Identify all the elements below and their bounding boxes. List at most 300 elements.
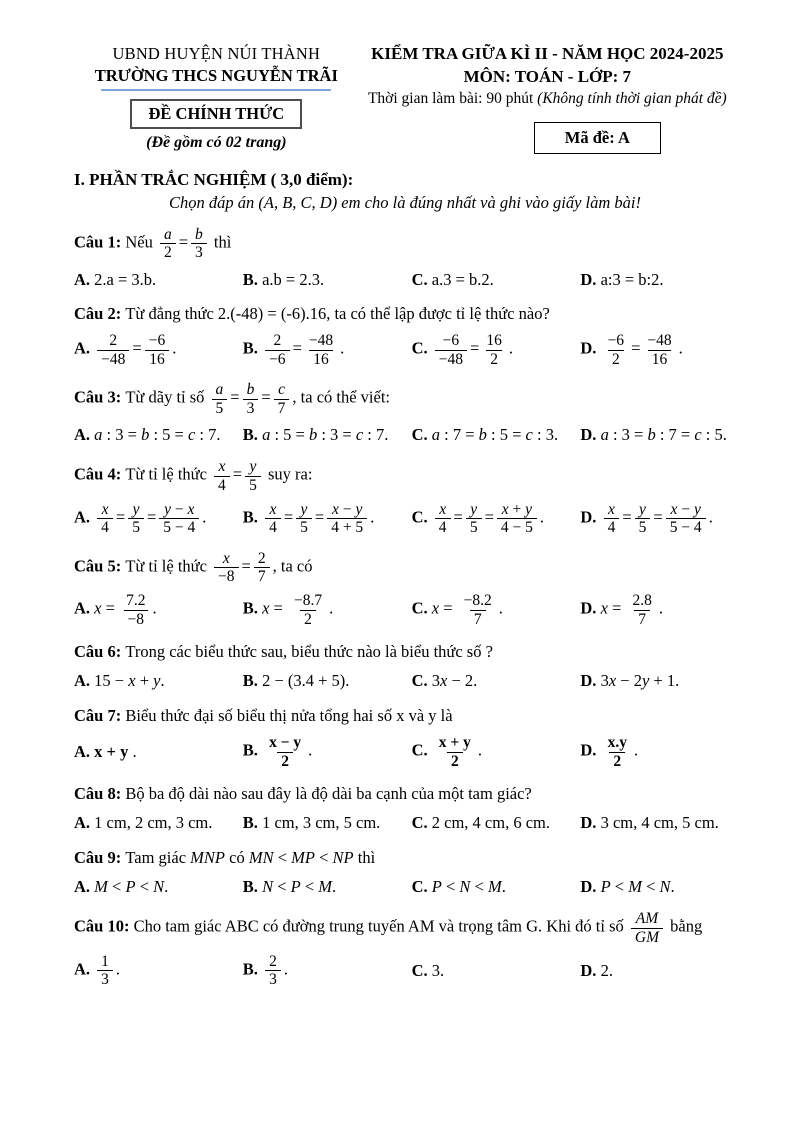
fraction <box>635 501 651 537</box>
option-label: B. <box>242 959 263 979</box>
question-label: Câu 3: <box>74 387 126 407</box>
text-run: = <box>178 232 189 252</box>
fraction-denominator: 3 <box>97 970 113 988</box>
text-run: . <box>152 599 157 619</box>
fraction <box>145 332 170 368</box>
fraction <box>460 592 496 628</box>
question-7 <box>74 705 736 770</box>
text-run: = <box>653 507 663 527</box>
math-var: c <box>187 424 196 444</box>
text-run: . <box>539 507 545 527</box>
fraction-numerator: x − y <box>670 501 701 519</box>
blue-underline-rule <box>101 89 331 91</box>
fraction-denominator: 7 <box>470 610 486 628</box>
option-label: A. <box>74 813 95 833</box>
math-var: y <box>470 501 478 519</box>
option-D <box>580 269 736 290</box>
fraction <box>214 550 239 586</box>
fraction-numerator <box>466 501 481 518</box>
math-var: x <box>101 501 109 519</box>
fraction-denominator: 5 <box>296 518 312 536</box>
math-var: MN <box>248 847 274 867</box>
option-label: D. <box>580 876 601 896</box>
text-run: Nếu <box>125 232 157 252</box>
fraction <box>305 332 337 368</box>
math-var: P <box>600 876 611 896</box>
option-D <box>580 670 736 691</box>
option-A <box>74 741 243 762</box>
fraction-numerator: 2 <box>109 332 118 350</box>
option-label: C. <box>411 813 432 833</box>
option-label: D. <box>580 671 601 691</box>
math-var: x <box>600 599 608 619</box>
fraction-denominator: 2 <box>609 752 625 770</box>
fraction-denominator: 5 <box>212 399 228 417</box>
math-var: c <box>525 424 533 444</box>
math-text: a : 5 = b : 3 = c : 7. <box>262 424 389 444</box>
text-run: = <box>622 507 632 527</box>
text-run: . <box>340 339 345 359</box>
fraction <box>159 501 199 537</box>
math-var: N <box>459 876 471 896</box>
math-var: x <box>431 599 440 619</box>
option-A <box>74 876 243 897</box>
fraction-denominator: 5 <box>128 518 144 536</box>
fraction-numerator <box>246 458 261 475</box>
math-var: x <box>501 501 509 519</box>
question-stem <box>74 641 736 663</box>
fraction-numerator <box>274 381 289 398</box>
option-A <box>74 501 243 537</box>
fraction <box>435 332 467 368</box>
fraction <box>214 458 230 494</box>
question-label: Câu 1: <box>74 232 126 252</box>
math-text: x = <box>600 599 626 619</box>
option-label: C. <box>411 507 432 527</box>
question-10 <box>74 910 736 988</box>
option-A <box>74 592 243 628</box>
option-label: C. <box>411 424 432 444</box>
text-run: Tam giác <box>125 847 191 867</box>
fraction <box>435 501 451 537</box>
option-label: B. <box>242 269 263 289</box>
text-run: = <box>470 339 480 359</box>
fraction-numerator: −8.7 <box>293 592 323 610</box>
option-label: A. <box>74 671 95 691</box>
option-label: A. <box>74 876 95 896</box>
fraction-denominator: −8 <box>214 567 239 585</box>
text-run: a.3 = b.2. <box>431 269 494 289</box>
fraction-numerator <box>265 501 280 518</box>
question-label: Câu 9: <box>74 847 126 867</box>
text-run: . <box>202 507 207 527</box>
options-row <box>74 670 736 691</box>
math-var: x <box>269 501 277 519</box>
text-run: . <box>498 599 503 619</box>
fraction-numerator <box>191 226 207 243</box>
question-label: Câu 5: <box>74 556 126 576</box>
text-run: . <box>658 599 663 619</box>
math-var: x <box>670 501 678 519</box>
option-B <box>243 501 412 537</box>
fraction-numerator: −6 <box>148 332 166 350</box>
fraction-numerator <box>635 501 650 518</box>
section-instruction: Chọn đáp án (A, B, C, D) em cho là đúng nhất và ghi vào giấy làm bài! <box>168 193 642 212</box>
text-run: = <box>115 507 126 527</box>
fraction-numerator: 2.8 <box>632 592 652 610</box>
option-label: D. <box>580 740 601 760</box>
math-text: 2 − (3.4 + 5). <box>262 671 350 691</box>
option-D <box>580 424 736 445</box>
fraction-denominator: 3 <box>265 970 281 988</box>
math-var: a <box>262 424 271 444</box>
fraction <box>160 226 176 262</box>
text-run: 2.a = 3.b. <box>94 269 157 289</box>
question-stem <box>74 910 736 946</box>
math-var: x <box>608 671 617 691</box>
option-A <box>74 670 243 691</box>
fraction-denominator: 3 <box>191 243 207 261</box>
math-var: c <box>278 381 285 399</box>
fraction-denominator: 2 <box>300 610 316 628</box>
fraction <box>604 734 631 770</box>
fraction <box>122 592 149 628</box>
text-run: suy ra: <box>263 464 313 484</box>
text-run: Từ tỉ lệ thức <box>125 556 212 576</box>
header-left-block <box>74 44 359 154</box>
option-label: B. <box>242 671 263 691</box>
text-run: . <box>308 740 313 760</box>
math-text: a : 3 = b : 5 = c : 7. <box>94 424 221 444</box>
text-run: Từ dãy tỉ số <box>125 387 209 407</box>
text-run: . <box>708 507 713 527</box>
fraction <box>327 501 367 537</box>
pages-note: (Đề gồm có 02 trang) <box>146 134 287 151</box>
option-B <box>243 269 412 290</box>
text-run: a:3 = b:2. <box>600 269 664 289</box>
fraction <box>128 501 144 537</box>
option-label: C. <box>411 339 432 359</box>
options-row <box>74 269 736 290</box>
option-label: B. <box>242 339 263 359</box>
fraction <box>628 592 655 628</box>
fraction <box>97 332 129 368</box>
option-B <box>243 812 412 833</box>
math-var: y <box>639 501 646 519</box>
fraction-denominator: 4 − 5 <box>497 518 537 536</box>
math-text: 15 − x + y. <box>94 671 165 691</box>
question-stem <box>74 226 736 262</box>
option-B <box>243 332 412 368</box>
math-var: b <box>246 381 255 399</box>
math-var: M <box>628 876 642 896</box>
option-C <box>412 592 581 628</box>
math-text: MN < MP < NP <box>248 847 354 867</box>
math-text: 3x − 2. <box>431 671 478 691</box>
option-label: A. <box>74 599 95 619</box>
options-row <box>74 332 736 368</box>
option-label: C. <box>411 599 432 619</box>
official-exam-box: ĐỀ CHÍNH THỨC <box>130 99 302 129</box>
fraction <box>243 381 259 417</box>
option-label: D. <box>580 424 601 444</box>
option-label: D. <box>580 507 601 527</box>
fraction-denominator: 7 <box>254 567 270 585</box>
fraction-denominator: 5 − 4 <box>666 518 706 536</box>
math-var: MP <box>291 847 315 867</box>
math-text: 3x − 2y + 1. <box>600 671 680 691</box>
fraction-numerator <box>214 458 229 475</box>
fraction <box>631 910 663 946</box>
options-row <box>74 424 736 445</box>
question-stem <box>74 550 736 586</box>
fraction-numerator: −6 <box>442 332 460 350</box>
math-var: x <box>440 671 448 691</box>
text-run: . <box>283 959 288 979</box>
text-run: = <box>132 339 142 359</box>
fraction-denominator: 2 <box>160 243 176 261</box>
fraction-denominator: 5 − 4 <box>159 518 199 536</box>
exam-title: KIỂM TRA GIỮA KÌ II - NĂM HỌC 2024-2025 <box>371 44 724 63</box>
time-line <box>359 90 736 108</box>
option-label: D. <box>580 269 601 289</box>
math-text: M < P < N. <box>94 876 169 896</box>
fraction-numerator: x + y <box>501 501 533 519</box>
fraction <box>265 953 281 989</box>
text-run: = <box>631 339 641 359</box>
option-C <box>412 332 581 368</box>
math-var: P <box>125 876 136 896</box>
text-run: , ta có thể viết: <box>292 387 390 407</box>
text-run: = <box>232 464 243 484</box>
math-var: b <box>141 424 150 444</box>
question-label: Câu 6: <box>74 642 126 662</box>
option-B <box>243 670 412 691</box>
text-run: = <box>314 507 325 527</box>
math-var: x <box>607 501 615 519</box>
question-stem <box>74 381 736 417</box>
fraction-denominator: 4 <box>97 518 113 536</box>
fraction-denominator: 7 <box>634 610 650 628</box>
option-A <box>74 424 243 445</box>
math-var: NP <box>332 847 354 867</box>
math-var: GM <box>634 928 660 946</box>
text-run: . <box>115 959 121 979</box>
fraction-denominator: 2 <box>486 350 502 368</box>
option-label: A. <box>74 742 95 762</box>
math-var: y <box>300 501 308 519</box>
text-run: . <box>633 740 639 760</box>
fraction <box>296 501 312 537</box>
official-box-wrap <box>74 99 359 129</box>
math-var: a <box>215 381 224 399</box>
text-run: 2. <box>600 961 613 981</box>
math-var: b <box>308 424 318 444</box>
math-text: N < P < M. <box>262 876 337 896</box>
fraction <box>466 501 482 537</box>
math-text: P < N < M. <box>431 876 506 896</box>
option-label: D. <box>580 599 601 619</box>
fraction <box>274 381 290 417</box>
text-run: 1 cm, 3 cm, 5 cm. <box>262 813 381 833</box>
option-B <box>243 953 412 989</box>
option-D <box>580 592 736 628</box>
fraction-numerator: 2 <box>269 952 277 970</box>
text-run: Bộ ba độ dài nào sau đây là độ dài ba cạnh của một tam giác? <box>125 783 532 803</box>
fraction-numerator: x − y <box>269 734 302 752</box>
fraction-denominator: 2 <box>277 752 293 770</box>
option-label: D. <box>580 339 601 359</box>
text-run: . <box>678 339 683 359</box>
text-run: có <box>225 847 249 867</box>
option-C <box>412 812 581 833</box>
option-label: C. <box>411 876 432 896</box>
option-B <box>243 734 412 770</box>
text-run: = <box>484 507 494 527</box>
fraction <box>97 953 113 989</box>
subject-line: MÔN: TOÁN - LỚP: 7 <box>463 67 632 86</box>
option-label: B. <box>242 876 263 896</box>
fraction-numerator: x.y <box>607 734 627 752</box>
math-var: y <box>132 501 140 519</box>
school-name: TRƯỜNG THCS NGUYỄN TRÃI <box>94 66 338 85</box>
fraction-numerator <box>297 501 312 518</box>
fraction <box>191 226 207 262</box>
question-stem <box>74 458 736 494</box>
option-D <box>580 812 736 833</box>
fraction-denominator: 4 + 5 <box>327 518 367 536</box>
question-4 <box>74 458 736 536</box>
fraction-numerator: 1 <box>101 952 109 970</box>
option-C <box>412 269 581 290</box>
text-run: Trong các biểu thức sau, biểu thức nào là biểu thức số ? <box>125 642 493 662</box>
question-label: Câu 10: <box>74 916 134 936</box>
text-run: . <box>128 742 137 762</box>
fraction-denominator: 7 <box>274 399 290 417</box>
option-label: C. <box>411 740 432 760</box>
math-var: x <box>262 599 270 619</box>
text-run: = <box>453 507 463 527</box>
fraction-denominator: 4 <box>265 518 281 536</box>
option-C <box>412 734 581 770</box>
question-8 <box>74 783 736 834</box>
question-label: Câu 2: <box>74 304 126 324</box>
math-text: a : 7 = b : 5 = c : 3. <box>431 424 559 444</box>
math-text: a : 3 = b : 7 = c : 5. <box>600 424 727 444</box>
math-var: x <box>218 458 226 476</box>
fraction <box>435 734 475 770</box>
fraction-numerator <box>212 381 228 398</box>
option-label: B. <box>242 424 263 444</box>
text-run: . <box>477 740 482 760</box>
math-var: N <box>153 876 165 896</box>
math-var: b <box>478 424 487 444</box>
option-A <box>74 269 243 290</box>
text-run: . <box>508 339 513 359</box>
fraction-denominator: −8 <box>124 610 149 628</box>
text-run: , ta có <box>272 556 313 576</box>
math-var: P <box>290 876 301 896</box>
math-var: y <box>164 501 172 519</box>
text-run: thì <box>353 847 376 867</box>
option-label: B. <box>242 740 263 760</box>
option-label: A. <box>74 507 95 527</box>
fraction-numerator: −48 <box>308 332 334 350</box>
question-9 <box>74 847 736 898</box>
options-row <box>74 876 736 897</box>
text-run: = <box>241 556 251 576</box>
fraction-denominator: −48 <box>435 350 467 368</box>
text-run: = <box>283 507 294 527</box>
fraction-denominator <box>631 928 663 946</box>
text-run: . <box>370 507 375 527</box>
question-3 <box>74 381 736 445</box>
math-var: AM <box>635 910 659 928</box>
option-C <box>412 960 581 981</box>
fraction-numerator <box>435 501 450 518</box>
text-run: Từ tỉ lệ thức <box>125 464 212 484</box>
fraction <box>643 332 675 368</box>
fraction-denominator: 3 <box>243 399 259 417</box>
fraction-numerator: 7.2 <box>126 592 146 610</box>
option-label: C. <box>411 671 432 691</box>
option-D <box>580 960 736 981</box>
text-run: 3. <box>431 961 445 981</box>
question-5 <box>74 550 736 628</box>
text-run: Từ đẳng thức 2.(-48) = (-6).16, ta có thể lập được tỉ lệ thức nào? <box>125 304 550 324</box>
fraction-denominator: −48 <box>97 350 129 368</box>
fraction-numerator: −8.2 <box>463 592 492 610</box>
math-var: M <box>488 876 502 896</box>
text-run: = <box>261 387 271 407</box>
math-text: x = <box>262 599 287 619</box>
math-var: y <box>355 501 363 519</box>
math-var: b <box>195 226 203 243</box>
option-label: A. <box>74 959 95 979</box>
math-var: x <box>439 501 447 519</box>
option-C <box>412 424 581 445</box>
option-D <box>580 332 736 368</box>
fraction-denominator: −6 <box>265 350 290 368</box>
options-row <box>74 953 736 989</box>
math-var: x <box>222 549 230 567</box>
question-label: Câu 8: <box>74 783 126 803</box>
options-row <box>74 501 736 537</box>
question-stem <box>74 847 736 869</box>
fraction-denominator: 16 <box>648 350 672 368</box>
option-label: A. <box>74 424 95 444</box>
text-run: a.b = 2.3. <box>262 269 325 289</box>
math-var: x <box>187 501 195 519</box>
text-run: = <box>230 387 240 407</box>
math-text <box>190 848 225 867</box>
math-var: P <box>431 876 442 896</box>
fraction-denominator: 2 <box>447 752 463 770</box>
fraction-numerator <box>219 550 234 567</box>
option-A <box>74 812 243 833</box>
fraction-numerator: 2 <box>273 332 282 350</box>
question-stem <box>74 783 736 805</box>
option-label: A. <box>74 339 95 359</box>
fraction <box>265 734 305 770</box>
math-text: x = <box>94 599 120 619</box>
fraction-numerator <box>604 501 619 518</box>
question-1 <box>74 226 736 290</box>
math-var: a <box>94 424 103 444</box>
fraction <box>604 332 629 368</box>
options-row <box>74 592 736 628</box>
math-var: a <box>600 424 609 444</box>
